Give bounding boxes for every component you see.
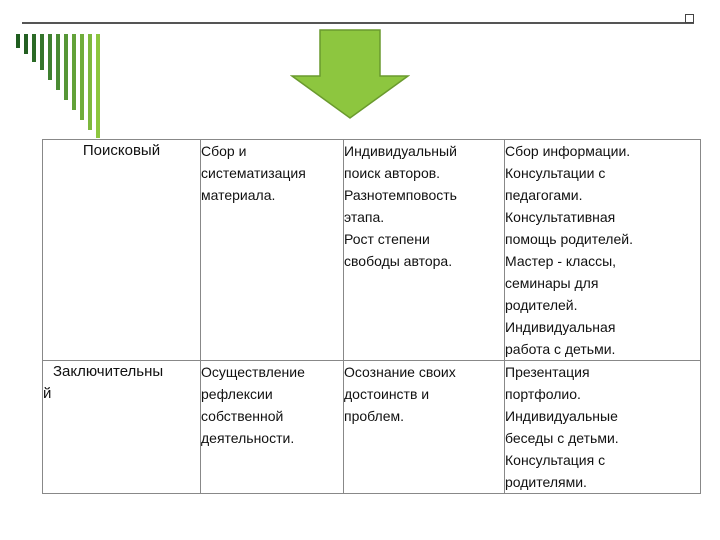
stage-label: й	[43, 385, 52, 402]
bar	[16, 34, 20, 48]
cell-text: Консультация с	[505, 452, 606, 468]
cell-text: помощь родителей.	[505, 231, 633, 247]
cell-text: деятельности.	[201, 430, 295, 446]
cell-text: материала.	[201, 187, 276, 203]
top-divider-line	[22, 22, 694, 24]
cell-text: родителями.	[505, 474, 587, 490]
bar	[32, 34, 36, 62]
table-row	[43, 361, 701, 494]
stage-cell	[43, 140, 201, 361]
cell-text: Рост степени	[344, 231, 430, 247]
cell-text: рефлексии	[201, 386, 273, 402]
bar	[48, 34, 52, 80]
table-cell	[201, 361, 344, 494]
cell-text: портфолио.	[505, 386, 581, 402]
bar	[72, 34, 76, 110]
cell-text: Осознание своих	[344, 364, 456, 380]
bar	[80, 34, 84, 120]
down-arrow-icon	[290, 28, 410, 120]
cell-text: Презентация	[505, 364, 590, 380]
cell-text: Разнотемповость	[344, 187, 457, 203]
bar	[24, 34, 28, 54]
cell-text: систематизация	[201, 165, 306, 181]
stage-label: Поисковый	[82, 142, 161, 159]
cell-text: проблем.	[344, 408, 405, 424]
cell-text: свободы автора.	[344, 253, 453, 269]
cell-text: этапа.	[344, 209, 385, 225]
methodology-table	[42, 139, 701, 494]
table-cell	[505, 361, 701, 494]
cell-text: беседы с детьми.	[505, 430, 619, 446]
cell-text: Индивидуальный	[344, 143, 457, 159]
cell-text: достоинств и	[344, 386, 430, 402]
stage-cell	[43, 361, 201, 494]
table-row	[43, 140, 701, 361]
table-cell	[201, 140, 344, 361]
cell-text: Индивидуальная	[505, 319, 616, 335]
cell-text: педагогами.	[505, 187, 583, 203]
cell-text: поиск авторов.	[344, 165, 441, 181]
bar	[88, 34, 92, 130]
corner-square-icon	[685, 14, 694, 23]
cell-text: Консультации с	[505, 165, 606, 181]
cell-text: семинары для	[505, 275, 599, 291]
table-cell	[344, 361, 505, 494]
table-cell	[505, 140, 701, 361]
cell-text: собственной	[201, 408, 284, 424]
cell-text: родителей.	[505, 297, 578, 313]
bar	[56, 34, 60, 90]
cell-text: Сбор информации.	[505, 143, 631, 159]
stage-label: Заключительны	[53, 363, 164, 380]
cell-text: Индивидуальные	[505, 408, 618, 424]
cell-text: работа с детьми.	[505, 341, 616, 357]
cell-text: Осуществление	[201, 364, 305, 380]
cell-text: Мастер - классы,	[505, 253, 617, 269]
bar	[40, 34, 44, 70]
bar	[64, 34, 68, 100]
cell-text: Консультативная	[505, 209, 616, 225]
cell-text: Сбор и	[201, 143, 247, 159]
table-cell	[344, 140, 505, 361]
bar	[96, 34, 100, 138]
